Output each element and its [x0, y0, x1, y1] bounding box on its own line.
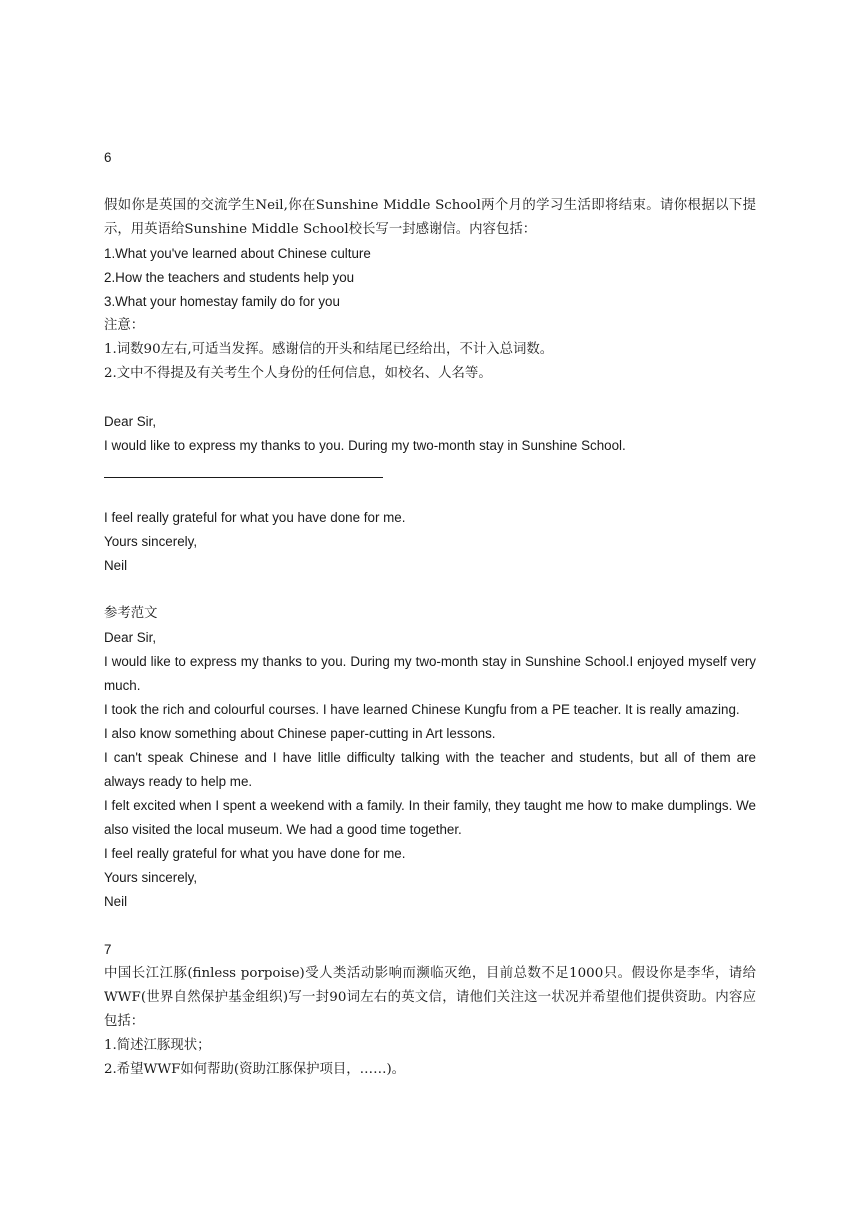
notes-label: 注意：	[104, 318, 145, 333]
note-item: 2.文中不得提及有关考生个人身份的任何信息，如校名、人名等。	[104, 366, 492, 381]
sample-paragraph: I felt excited when I spent a weekend with a family. In their family, they taught me how to make dumplings. We also visited the local museum. We had a good time together.	[104, 798, 756, 837]
letter-opening: I would like to express my thanks to you. During my two-month stay in Sunshine School.	[104, 438, 626, 453]
question-prompt: 假如你是英国的交流学生Neil,你在Sunshine Middle School两个月的学习生活即将结束。请你根据以下提示，用英语给Sunshine Middle School校长写一封感谢信。内容包括：	[104, 198, 756, 237]
sample-signature: Neil	[104, 894, 128, 909]
content-item: 1.简述江豚现状；	[104, 1038, 211, 1053]
sample-paragraph: I also know something about Chinese paper-cutting in Art lessons.	[104, 726, 496, 741]
letter-signoff: Yours sincerely,	[104, 534, 198, 549]
spacer	[104, 482, 756, 506]
content-item: 1.What you've learned about Chinese culture	[104, 246, 371, 261]
sample-paragraph: I took the rich and colourful courses. I have learned Chinese Kungfu from a PE teacher. It is really amazing.	[104, 702, 740, 717]
question-number: 7	[104, 942, 112, 957]
sample-paragraph: I can't speak Chinese and I have litlle difficulty talking with the teacher and students, but all of them are always ready to help me.	[104, 750, 756, 789]
sample-paragraph: I would like to express my thanks to you. During my two-month stay in Sunshine School.I enjoyed myself very much.	[104, 654, 756, 693]
spacer	[104, 170, 756, 194]
sample-essay-label: 参考范文	[104, 606, 158, 621]
question-prompt: 中国长江江豚(finless porpoise)受人类活动影响而濒临灭绝，目前总数不足1000只。假设你是李华，请给WWF(世界自然保护基金组织)写一封90词左右的英文信，请他们关注这一状况并希望他们提供资助。内容应包括：	[104, 966, 756, 1029]
question-number: 6	[104, 150, 112, 165]
content-item: 2.希望WWF如何帮助(资助江豚保护项目，……)。	[104, 1062, 406, 1077]
letter-closing: I feel really grateful for what you have done for me.	[104, 510, 406, 525]
spacer	[104, 914, 756, 938]
sample-paragraph: I feel really grateful for what you have done for me.	[104, 846, 406, 861]
note-item: 1.词数90左右,可适当发挥。感谢信的开头和结尾已经给出，不计入总词数。	[104, 342, 554, 357]
letter-signature: Neil	[104, 558, 128, 573]
sample-greeting: Dear Sir,	[104, 630, 157, 645]
content-item: 2.How the teachers and students help you	[104, 270, 355, 285]
document-page	[104, 146, 756, 1082]
spacer	[104, 578, 756, 602]
spacer	[104, 386, 756, 410]
answer-blank-line	[104, 458, 756, 482]
content-item: 3.What your homestay family do for you	[104, 294, 340, 309]
sample-signoff: Yours sincerely,	[104, 870, 198, 885]
letter-greeting: Dear Sir,	[104, 414, 157, 429]
